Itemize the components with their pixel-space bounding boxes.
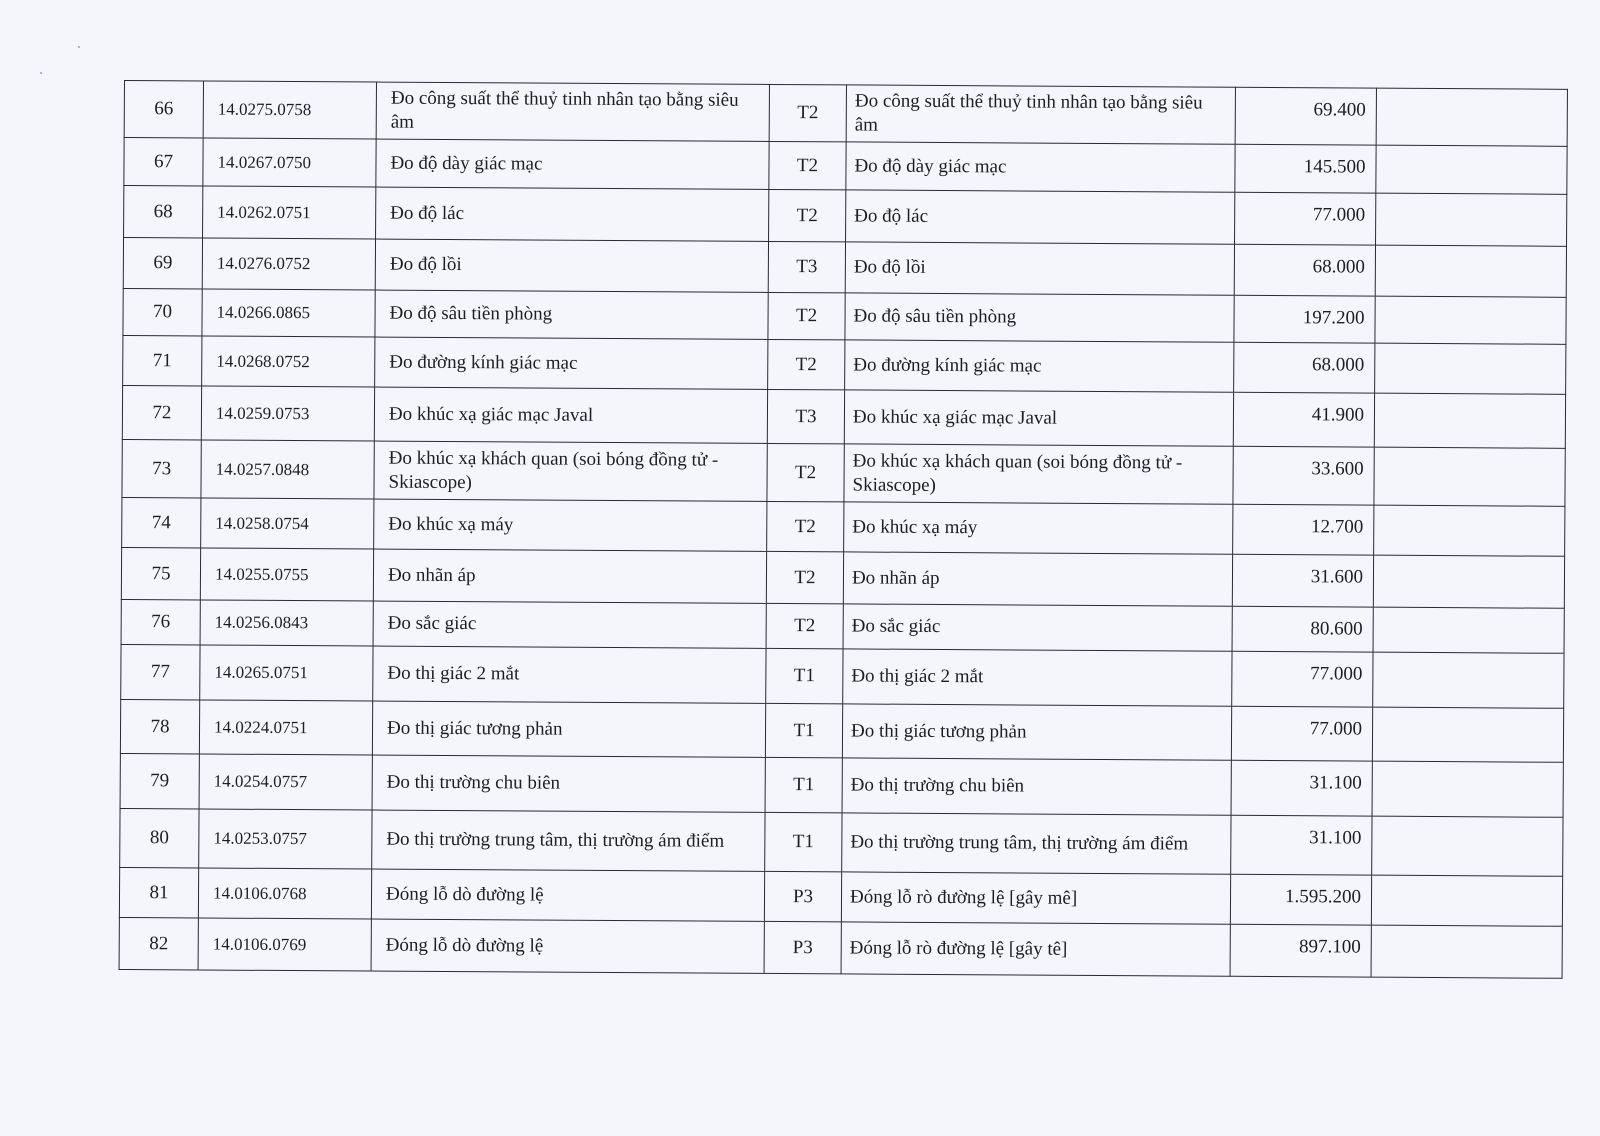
row-index: 79	[120, 753, 199, 808]
row-index: 67	[124, 138, 203, 186]
service-note	[1372, 761, 1563, 817]
service-name: Đóng lỗ dò đường lệ	[371, 919, 764, 973]
service-price: 68.000	[1234, 342, 1375, 393]
service-name: Đo đường kính giác mạc	[375, 337, 768, 389]
service-code: 14.0255.0755	[200, 548, 373, 601]
table-row	[120, 753, 1563, 817]
service-level: T2	[767, 443, 844, 501]
service-name: Đo công suất thể thuỷ tinh nhân tạo bằng siêu âm	[376, 82, 769, 141]
row-index: 76	[121, 599, 200, 644]
price-list-name: Đo thị trường trung tâm, thị trường ám điểm	[842, 813, 1231, 874]
service-note	[1372, 816, 1563, 876]
service-name: Đo khúc xạ máy	[374, 499, 767, 551]
service-code: 14.0224.0751	[199, 700, 372, 755]
service-price: 897.100	[1230, 924, 1371, 977]
service-code: 14.0265.0751	[200, 645, 373, 701]
price-list-name: Đo độ sâu tiền phòng	[845, 293, 1234, 342]
service-code: 14.0106.0769	[198, 918, 371, 971]
row-index: 74	[122, 497, 201, 547]
service-code: 14.0262.0751	[203, 186, 376, 239]
service-note	[1373, 652, 1564, 708]
service-note	[1376, 193, 1567, 246]
service-note	[1374, 393, 1565, 448]
table-row	[120, 699, 1563, 762]
service-code: 14.0259.0753	[201, 386, 374, 441]
scan-speck	[78, 46, 80, 48]
service-level: T2	[766, 603, 843, 648]
service-code: 14.0267.0750	[203, 138, 376, 187]
service-price: 77.000	[1231, 706, 1372, 761]
row-index: 80	[120, 808, 199, 867]
service-price: 197.200	[1234, 295, 1375, 343]
service-price: 31.100	[1231, 760, 1372, 816]
service-level: T1	[765, 812, 842, 871]
service-code: 14.0256.0843	[200, 600, 373, 646]
service-level: T1	[765, 757, 842, 812]
service-price: 145.500	[1235, 144, 1376, 193]
service-code: 14.0106.0768	[198, 868, 371, 919]
service-name: Đóng lỗ dò đường lệ	[371, 869, 764, 921]
row-index: 71	[123, 335, 202, 385]
service-price: 41.900	[1233, 392, 1374, 447]
row-index: 82	[119, 917, 198, 969]
row-index: 68	[124, 186, 203, 238]
service-note	[1375, 245, 1566, 297]
price-list-name: Đo khúc xạ khách quan (soi bóng đồng tử - Skiascope)	[844, 444, 1233, 504]
service-level: T2	[769, 141, 846, 189]
table-row	[121, 644, 1564, 708]
service-price: 33.600	[1233, 446, 1374, 505]
service-name: Đo độ lồi	[375, 239, 768, 292]
price-list-name: Đo thị giác 2 mắt	[843, 649, 1232, 706]
row-index: 72	[122, 385, 201, 439]
service-level: P3	[764, 871, 841, 921]
service-price: 68.000	[1234, 244, 1375, 296]
service-level: T2	[766, 551, 843, 603]
service-code: 14.0268.0752	[202, 336, 375, 387]
service-name: Đo thị giác 2 mắt	[373, 646, 766, 703]
service-price: 1.595.200	[1230, 874, 1371, 925]
service-name: Đo độ dày giác mạc	[376, 139, 769, 189]
service-note	[1371, 875, 1562, 926]
price-list-name: Đo đường kính giác mạc	[845, 340, 1234, 392]
service-note	[1376, 145, 1567, 194]
service-name: Đo thị trường chu biên	[372, 755, 765, 812]
service-name: Đo độ sâu tiền phòng	[375, 290, 768, 339]
service-note	[1373, 607, 1564, 653]
service-note	[1373, 555, 1564, 608]
scan-speck	[40, 72, 42, 74]
service-note	[1374, 505, 1565, 556]
table-row	[119, 867, 1562, 926]
table-row	[121, 547, 1564, 608]
table-row	[124, 81, 1567, 147]
table-row	[122, 497, 1565, 556]
row-index: 70	[123, 288, 202, 335]
price-list-name: Đo thị trường chu biên	[842, 758, 1231, 815]
table-row	[122, 385, 1565, 448]
price-list-name: Đo sắc giác	[843, 604, 1232, 651]
price-list-name: Đo thị giác tương phản	[842, 704, 1231, 760]
row-index: 77	[121, 644, 200, 699]
service-name: Đo thị trường trung tâm, thị trường ám điểm	[372, 810, 765, 871]
service-level: T2	[769, 189, 846, 241]
price-list-name: Đo khúc xạ giác mạc Javal	[844, 390, 1233, 446]
price-list-name: Đo khúc xạ máy	[844, 502, 1233, 554]
service-note	[1371, 925, 1562, 978]
service-level: T1	[765, 703, 842, 757]
service-code: 14.0257.0848	[201, 440, 374, 499]
service-note	[1376, 88, 1567, 146]
service-note	[1375, 343, 1566, 394]
service-name: Đo độ lác	[376, 187, 769, 241]
service-note	[1375, 296, 1566, 344]
service-name: Đo thị giác tương phản	[372, 701, 765, 757]
service-level: T2	[767, 501, 844, 551]
service-price: 77.000	[1232, 651, 1373, 707]
row-index: 66	[124, 81, 203, 138]
price-list-name: Đo công suất thể thuỷ tinh nhân tạo bằng siêu âm	[846, 85, 1235, 144]
service-code: 14.0276.0752	[202, 238, 375, 290]
service-name: Đo khúc xạ khách quan (soi bóng đồng tử - Skiascope)	[374, 441, 767, 501]
price-table	[119, 80, 1568, 979]
row-index: 73	[122, 439, 201, 497]
row-index: 69	[123, 238, 202, 289]
service-level: T2	[768, 339, 845, 389]
row-index: 78	[120, 699, 199, 753]
price-list-name: Đo độ lồi	[845, 242, 1234, 295]
price-list-name: Đo nhãn áp	[843, 552, 1232, 606]
table-row	[122, 439, 1565, 506]
table-row	[123, 238, 1566, 298]
service-level: T2	[769, 84, 846, 141]
service-price: 80.600	[1232, 606, 1373, 652]
price-list-name: Đóng lỗ rò đường lệ [gây mê]	[841, 872, 1230, 924]
table-row	[124, 186, 1567, 247]
service-code: 14.0275.0758	[203, 81, 376, 139]
service-name: Đo khúc xạ giác mạc Javal	[374, 387, 767, 443]
service-price: 69.400	[1235, 87, 1376, 145]
row-index: 75	[121, 547, 200, 599]
table-row	[123, 335, 1566, 394]
service-name: Đo sắc giác	[373, 601, 766, 648]
service-level: T3	[767, 389, 844, 443]
service-price: 77.000	[1235, 192, 1376, 245]
service-code: 14.0258.0754	[201, 498, 374, 549]
service-code: 14.0253.0757	[199, 809, 372, 869]
service-price: 31.100	[1231, 815, 1372, 875]
service-level: T3	[768, 241, 845, 292]
price-list-name: Đóng lỗ rò đường lệ [gây tê]	[841, 922, 1230, 976]
service-level: P3	[764, 921, 841, 973]
service-name: Đo nhãn áp	[373, 549, 766, 603]
price-list-name: Đo độ dày giác mạc	[846, 142, 1235, 192]
service-note	[1372, 707, 1563, 762]
service-level: T1	[766, 648, 843, 703]
service-code: 14.0254.0757	[199, 754, 372, 810]
price-list-name: Đo độ lác	[846, 190, 1235, 244]
table-row	[120, 808, 1563, 876]
table-body	[119, 81, 1567, 979]
service-note	[1374, 447, 1565, 506]
table-row	[124, 138, 1567, 195]
service-code: 14.0266.0865	[202, 289, 375, 337]
service-level: T2	[768, 292, 845, 339]
service-price: 12.700	[1233, 504, 1374, 555]
service-price: 31.600	[1232, 554, 1373, 607]
table-row	[119, 917, 1562, 978]
row-index: 81	[119, 867, 198, 917]
